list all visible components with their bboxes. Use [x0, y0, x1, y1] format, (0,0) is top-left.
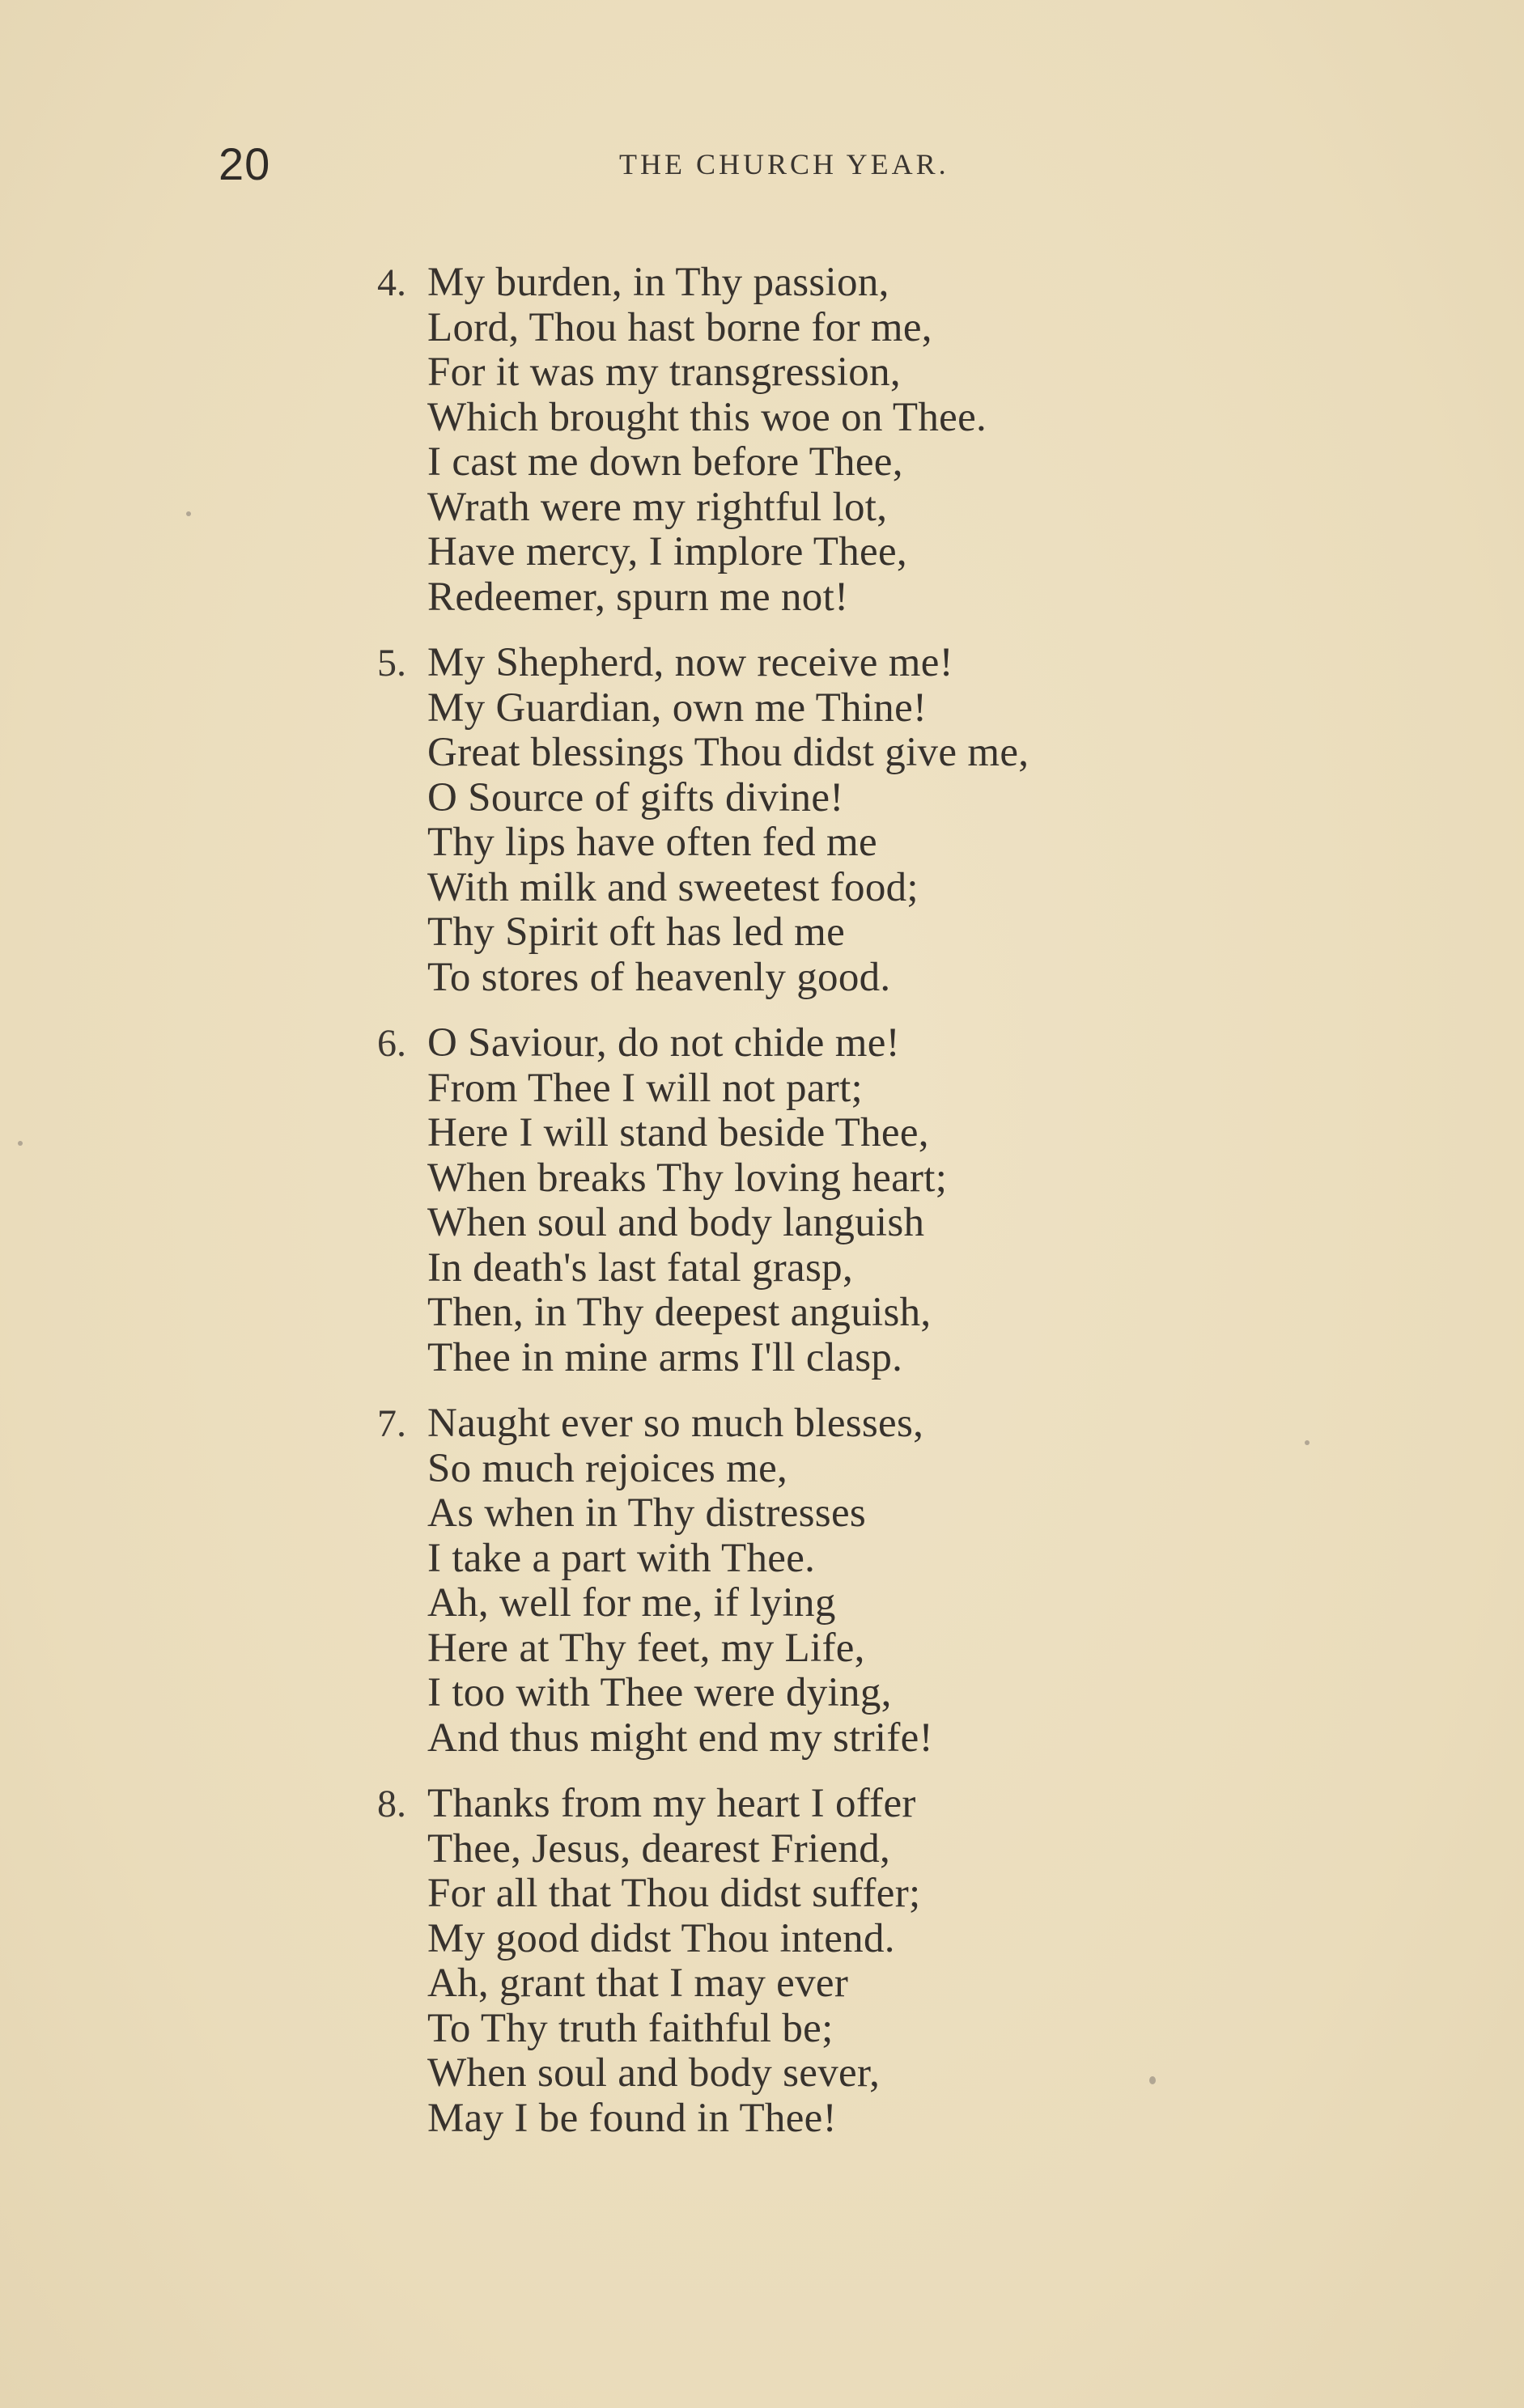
verse-line: Thy Spirit oft has led me — [427, 909, 846, 955]
margin-speck — [1305, 1440, 1310, 1445]
verse-line: When breaks Thy loving heart; — [427, 1155, 948, 1201]
verse — [377, 260, 1358, 620]
verse-line: My good didst Thou intend. — [427, 1915, 895, 1961]
verse-line: When soul and body languish — [427, 1200, 925, 1245]
verse-line: I take a part with Thee. — [427, 1535, 816, 1581]
margin-speck — [1149, 2076, 1156, 2084]
verse-line: When soul and body sever, — [427, 2050, 881, 2096]
verse-line: Thy lips have often fed me — [427, 820, 877, 865]
verse-line: From Thee I will not part; — [427, 1065, 864, 1111]
verse-line: My Guardian, own me Thine! — [427, 685, 928, 731]
verse-line: To stores of heavenly good. — [427, 954, 891, 1000]
verse-line: For all that Thou didst suffer; — [427, 1871, 921, 1916]
running-title: THE CHURCH YEAR. — [619, 148, 949, 180]
verse-line: Lord, Thou hast borne for me, — [427, 304, 932, 350]
verse-line: May I be found in Thee! — [427, 2095, 837, 2141]
margin-speck — [18, 1141, 23, 1146]
verse-line: Thee, Jesus, dearest Friend, — [427, 1825, 891, 1872]
verse-number: 8. — [377, 1783, 406, 1825]
verse-line: With milk and sweetest food; — [427, 864, 919, 910]
verse-line: My burden, in Thy passion, — [427, 260, 889, 305]
verse-line: Here I will stand beside Thee, — [427, 1110, 929, 1155]
hymn-text — [377, 260, 1358, 2162]
verse-line: Then, in Thy deepest anguish, — [427, 1290, 932, 1335]
page-header — [219, 129, 1068, 194]
verse-line: Which brought this woe on Thee. — [427, 394, 987, 440]
verse-line: In death's last fatal grasp, — [427, 1244, 853, 1291]
verse-line: O Saviour, do not chide me! — [427, 1020, 900, 1066]
verse — [377, 1020, 1358, 1380]
verse-number: 7. — [377, 1402, 406, 1445]
verse-line: Thee in mine arms I'll clasp. — [427, 1334, 903, 1380]
verse-line: I too with Thee were dying, — [427, 1670, 892, 1715]
verse-line: To Thy truth faithful be; — [427, 2005, 834, 2051]
verse-line: And thus might end my strife! — [427, 1715, 933, 1761]
verse-line: As when in Thy distresses — [427, 1490, 867, 1536]
verse-line: Have mercy, I implore Thee, — [427, 529, 907, 574]
verse-number: 4. — [377, 261, 406, 304]
verse-line: Here at Thy feet, my Life, — [427, 1625, 865, 1671]
verse-line: Wrath were my rightful lot, — [427, 484, 888, 530]
verse-line: For it was my transgression, — [427, 350, 901, 395]
verse-line: Redeemer, spurn me not! — [427, 574, 849, 620]
verse-line: Thanks from my heart I offer — [427, 1781, 916, 1826]
page-number: 20 — [219, 138, 271, 189]
verse-line: So much rejoices me, — [427, 1445, 788, 1491]
verse — [377, 1781, 1358, 2141]
verse-number: 5. — [377, 642, 406, 685]
verse-line: My Shepherd, now receive me! — [427, 640, 953, 685]
verse-line: Ah, grant that I may ever — [427, 1961, 849, 2006]
verse — [377, 640, 1358, 1000]
verse-number: 6. — [377, 1022, 406, 1065]
verse-line: O Source of gifts divine! — [427, 774, 844, 820]
verse-line: Great blessings Thou didst give me, — [427, 730, 1029, 775]
verse-line: I cast me down before Thee, — [427, 439, 903, 485]
margin-speck — [186, 511, 191, 516]
verse-line: Naught ever so much blesses, — [427, 1401, 924, 1446]
verse — [377, 1401, 1358, 1761]
verse-line: Ah, well for me, if lying — [427, 1580, 836, 1626]
